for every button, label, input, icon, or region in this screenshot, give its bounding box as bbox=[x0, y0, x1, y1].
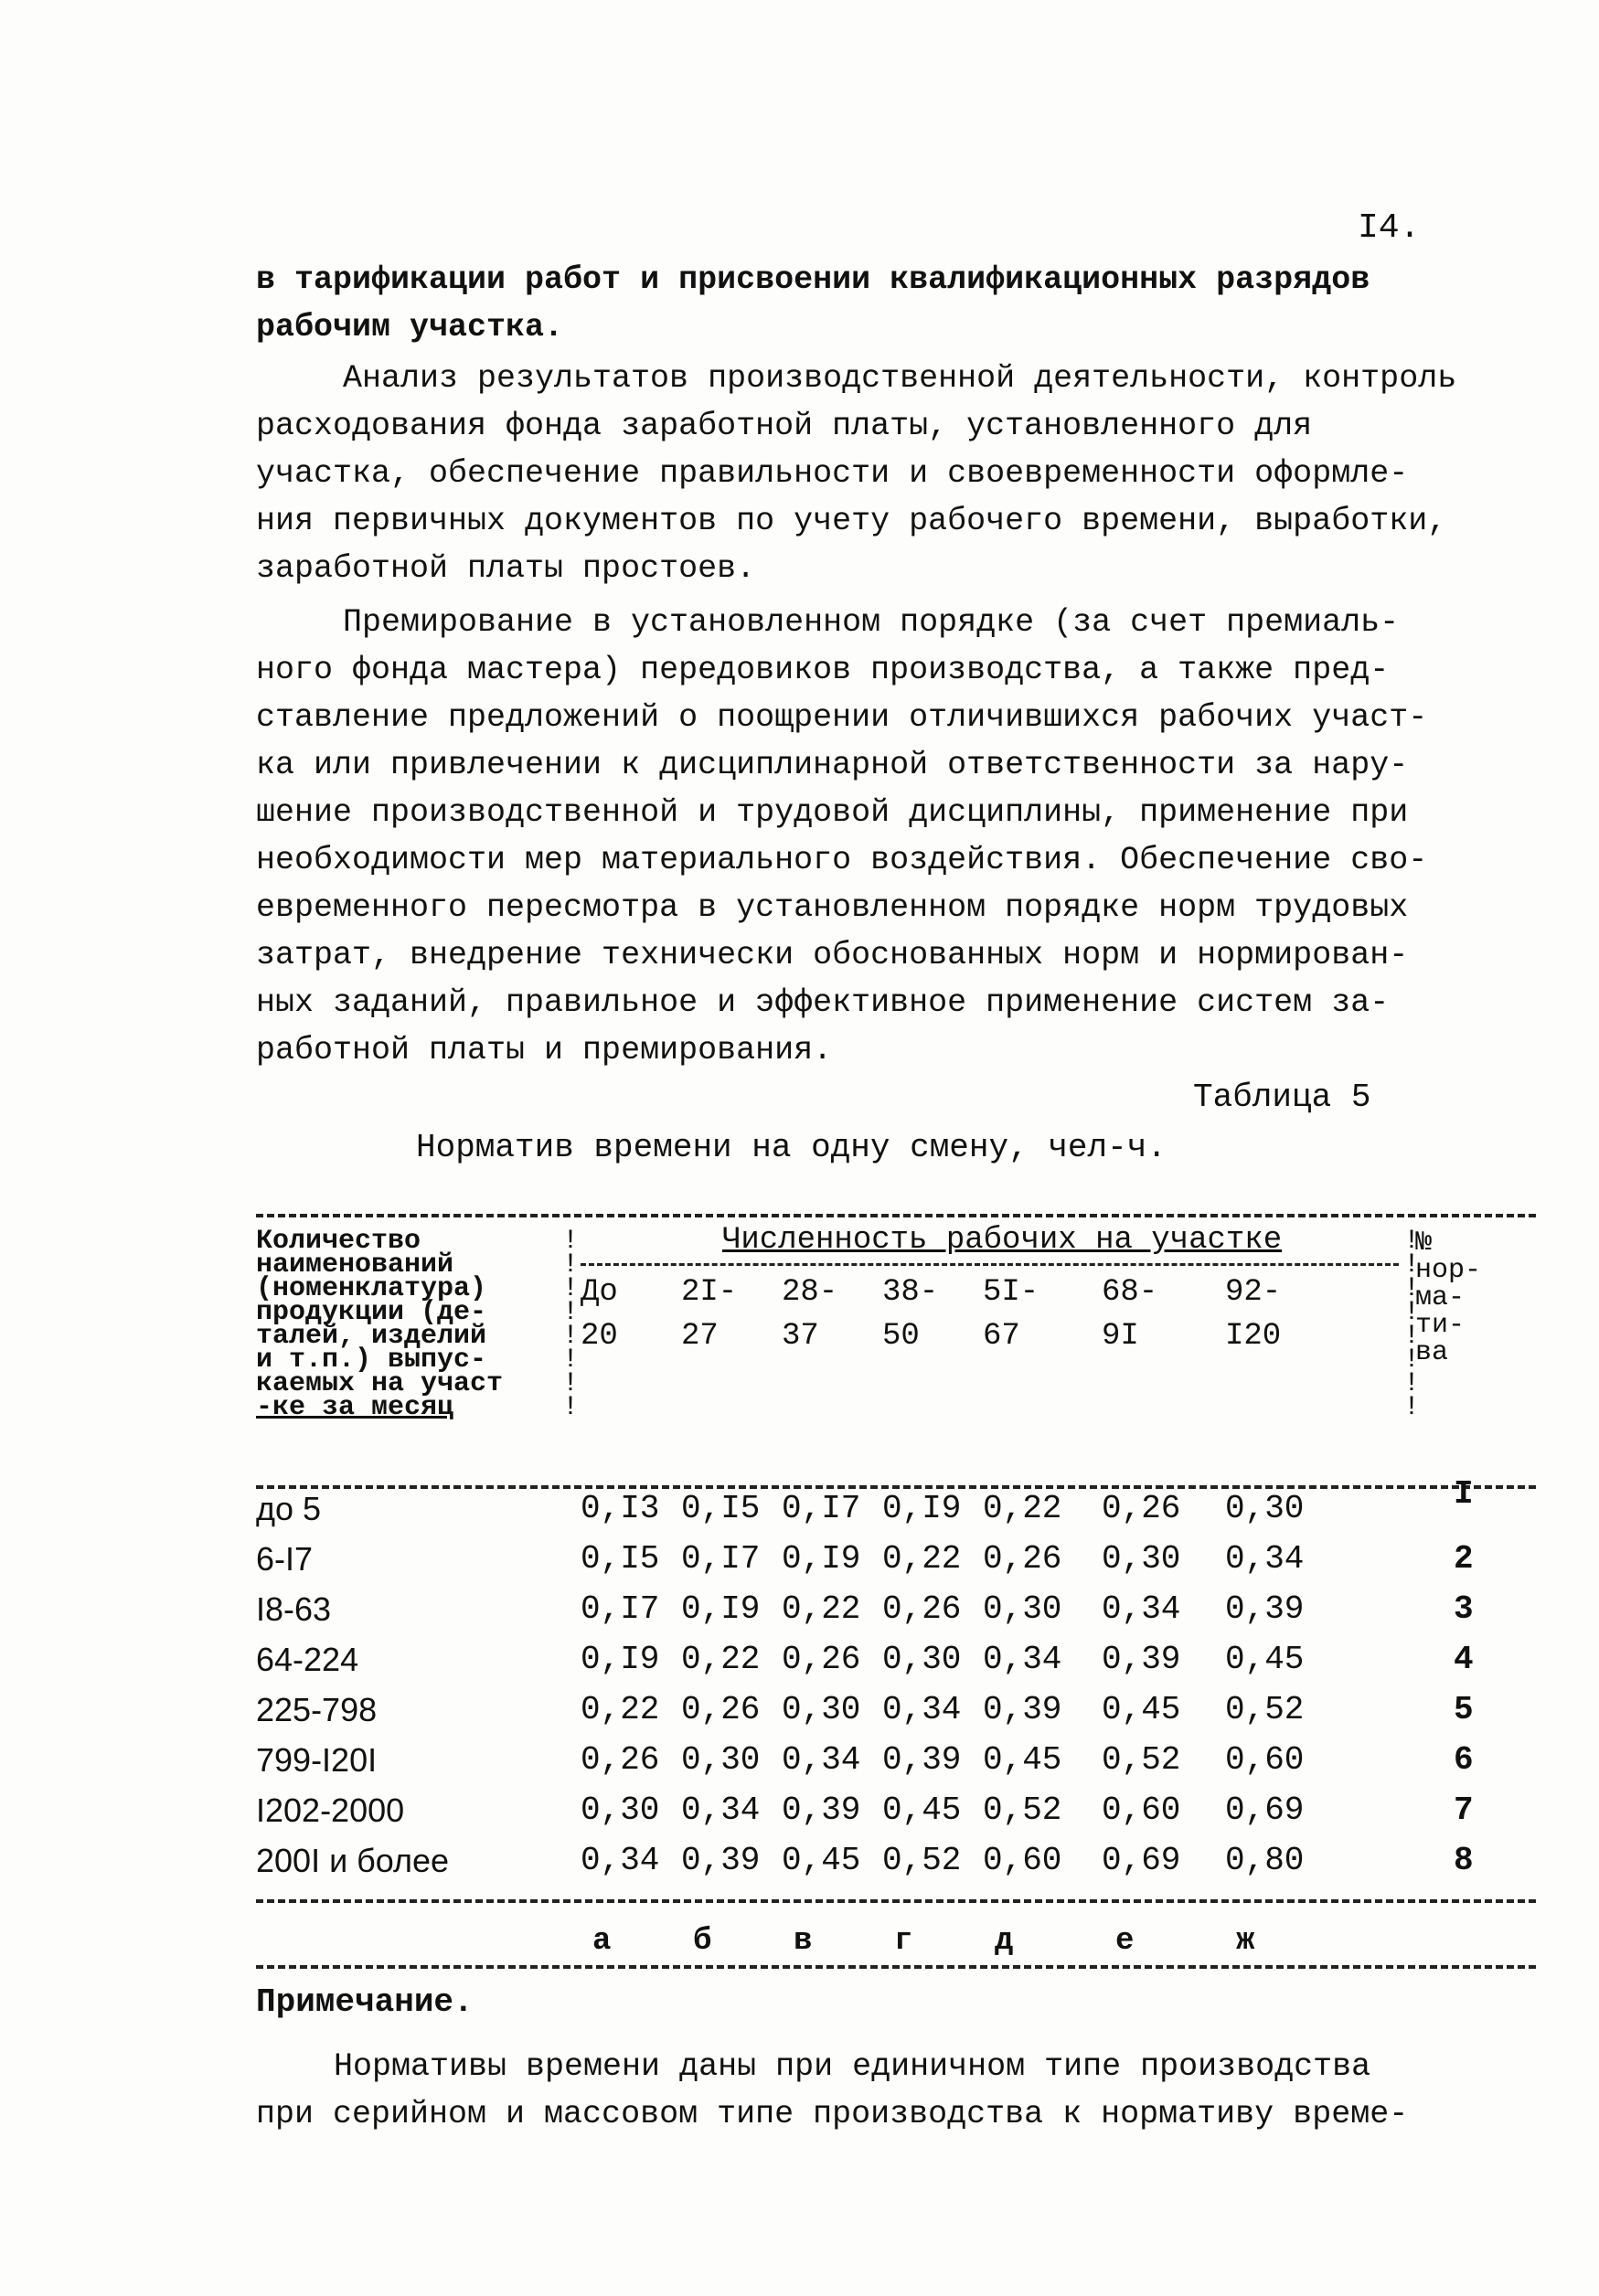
text-line: шение производственной и трудовой дисциплины, применение при bbox=[256, 794, 1409, 831]
column-header-bottom: 37 bbox=[782, 1319, 819, 1354]
column-header bbox=[782, 1270, 837, 1358]
table-row-header bbox=[256, 1226, 562, 1423]
row-label: I202-2000 bbox=[256, 1791, 405, 1829]
table-row bbox=[0, 1475, 1599, 1540]
table-cell: 0,80 bbox=[1225, 1842, 1305, 1879]
table-header-rule bbox=[256, 1485, 1536, 1489]
row-header-line: и т.п.) выпус- bbox=[256, 1345, 487, 1376]
text-line: затрат, внедрение технически обоснованных норм и нормирован- bbox=[256, 937, 1409, 973]
table-cell: 0,69 bbox=[1102, 1842, 1181, 1879]
text-line: в тарификации работ и присвоении квалификационных разрядов bbox=[256, 261, 1370, 298]
table-cell: 0,39 bbox=[983, 1691, 1062, 1728]
table-row bbox=[0, 1641, 1599, 1691]
table-cell: 0,22 bbox=[782, 1590, 861, 1628]
table-cell: 0,30 bbox=[882, 1641, 962, 1678]
column-header-top: 68- bbox=[1102, 1275, 1158, 1310]
table-row bbox=[0, 1691, 1599, 1741]
header-separator-right: ! ! ! ! ! ! ! ! bbox=[1403, 1226, 1421, 1423]
table-cell: 0,34 bbox=[681, 1791, 761, 1829]
column-letter: г bbox=[894, 1924, 913, 1959]
column-header-bottom: 27 bbox=[681, 1319, 719, 1354]
text-line: ка или привлечении к дисциплинарной ответственности за нару- bbox=[256, 747, 1409, 783]
row-label: 6-I7 bbox=[256, 1540, 314, 1578]
row-label: до 5 bbox=[256, 1490, 322, 1527]
text-line: ния первичных документов по учету рабочего времени, выработки, bbox=[256, 503, 1447, 539]
note-text bbox=[256, 2043, 1536, 2138]
table-cell: 0,45 bbox=[983, 1741, 1062, 1779]
column-header bbox=[681, 1270, 737, 1358]
table-cell: 0,39 bbox=[782, 1791, 861, 1829]
row-index: 3 bbox=[1454, 1590, 1474, 1628]
column-header-top: 5I- bbox=[983, 1275, 1039, 1310]
table-cell: 0,26 bbox=[782, 1641, 861, 1678]
table-cell: 0,I5 bbox=[681, 1490, 761, 1527]
table-cell: 0,39 bbox=[1225, 1590, 1305, 1628]
row-header-line: наименований bbox=[256, 1249, 454, 1281]
table-row bbox=[0, 1842, 1599, 1892]
table-row bbox=[0, 1540, 1599, 1590]
table-row bbox=[0, 1741, 1599, 1791]
number-header-line: ва bbox=[1415, 1337, 1449, 1368]
row-index: 6 bbox=[1454, 1741, 1474, 1779]
table-cell: 0,30 bbox=[782, 1691, 861, 1728]
number-header-line: нор- bbox=[1415, 1255, 1482, 1286]
span-header-rule bbox=[581, 1263, 1399, 1266]
column-letter: б bbox=[693, 1924, 712, 1959]
table-cell: 0,I7 bbox=[782, 1490, 861, 1527]
paragraph-2 bbox=[256, 355, 1536, 592]
table-row bbox=[0, 1590, 1599, 1641]
text-line: ставление предложений о поощрении отличившихся рабочих участ- bbox=[256, 699, 1428, 736]
text-line: работной платы и премирования. bbox=[256, 1032, 833, 1068]
table-cell: 0,34 bbox=[1225, 1540, 1305, 1578]
table-cell: 0,52 bbox=[1225, 1691, 1305, 1728]
table-cell: 0,45 bbox=[882, 1791, 962, 1829]
table-cell: 0,I3 bbox=[581, 1490, 660, 1527]
text-line: при серийном и массовом типе производства к нормативу време- bbox=[256, 2096, 1409, 2132]
row-header-line: каемых на участ bbox=[256, 1368, 504, 1399]
table-cell: 0,34 bbox=[581, 1842, 660, 1879]
row-index: 8 bbox=[1454, 1842, 1474, 1879]
row-label: 64-224 bbox=[256, 1641, 359, 1678]
table-cell: 0,60 bbox=[1225, 1741, 1305, 1779]
text-line: Анализ результатов производственной деятельности, контроль bbox=[343, 360, 1457, 397]
row-label: 200I и более bbox=[256, 1842, 450, 1879]
text-line: евременного пересмотра в установленном порядке норм трудовых bbox=[256, 889, 1409, 926]
table-cell: 0,26 bbox=[882, 1590, 962, 1628]
table-bottom-rule bbox=[256, 1965, 1536, 1969]
table-cell: 0,34 bbox=[882, 1691, 962, 1728]
table-cell: 0,I9 bbox=[882, 1490, 962, 1527]
text-line: Премирование в установленном порядке (за счет премиаль- bbox=[343, 604, 1400, 641]
column-header-top: До bbox=[581, 1275, 618, 1310]
table-cell: 0,39 bbox=[1102, 1641, 1181, 1678]
column-header bbox=[882, 1270, 938, 1358]
column-header-bottom: I20 bbox=[1225, 1319, 1282, 1354]
table-cell: 0,45 bbox=[1225, 1641, 1305, 1678]
table-cell: 0,52 bbox=[983, 1791, 1062, 1829]
row-header-line: (номенклатура) bbox=[256, 1273, 487, 1304]
table-cell: 0,I7 bbox=[681, 1540, 761, 1578]
text-line: рабочим участка. bbox=[256, 309, 564, 345]
table-cell: 0,I5 bbox=[581, 1540, 660, 1578]
table-cell: 0,22 bbox=[882, 1540, 962, 1578]
column-header bbox=[581, 1270, 618, 1358]
column-letter: д bbox=[995, 1924, 1014, 1959]
table-cell: 0,39 bbox=[882, 1741, 962, 1779]
table-cell: 0,I9 bbox=[782, 1540, 861, 1578]
column-letter: е bbox=[1115, 1924, 1135, 1959]
page-number: I4. bbox=[1358, 208, 1421, 248]
table-cell: 0,26 bbox=[681, 1691, 761, 1728]
table-cell: 0,52 bbox=[1102, 1741, 1181, 1779]
table-top-rule bbox=[256, 1214, 1536, 1217]
column-header bbox=[1102, 1270, 1157, 1358]
text-line: расходования фонда заработной платы, установленного для bbox=[256, 408, 1313, 444]
row-header-line: Количество bbox=[256, 1226, 421, 1257]
table-body-rule bbox=[256, 1899, 1536, 1903]
table-cell: 0,30 bbox=[1102, 1540, 1181, 1578]
table-cell: 0,30 bbox=[681, 1741, 761, 1779]
column-header-top: 92- bbox=[1225, 1275, 1282, 1310]
column-letter: в bbox=[794, 1924, 813, 1959]
number-header-line: ти- bbox=[1415, 1310, 1466, 1341]
column-header-bottom: 20 bbox=[581, 1319, 618, 1354]
table-cell: 0,26 bbox=[1102, 1490, 1181, 1527]
table-cell: 0,I9 bbox=[581, 1641, 660, 1678]
table-cell: 0,52 bbox=[882, 1842, 962, 1879]
table-cell: 0,34 bbox=[1102, 1590, 1181, 1628]
row-index: 4 bbox=[1454, 1641, 1474, 1678]
text-line: Нормативы времени даны при единичном типе производства bbox=[334, 2048, 1371, 2085]
table-cell: 0,26 bbox=[581, 1741, 660, 1779]
text-line: необходимости мер материального воздействия. Обеспечение сво- bbox=[256, 842, 1428, 878]
table-cell: 0,45 bbox=[782, 1842, 861, 1879]
column-header-top: 38- bbox=[882, 1275, 939, 1310]
row-index: 2 bbox=[1454, 1540, 1474, 1578]
table-cell: 0,22 bbox=[983, 1490, 1062, 1527]
table-cell: 0,60 bbox=[1102, 1791, 1181, 1829]
column-header-top: 2I- bbox=[681, 1275, 738, 1310]
column-header bbox=[1225, 1270, 1281, 1358]
table-cell: 0,I7 bbox=[581, 1590, 660, 1628]
table-row bbox=[0, 1791, 1599, 1842]
table-cell: 0,22 bbox=[681, 1641, 761, 1678]
paragraph-3 bbox=[256, 599, 1536, 1074]
table-cell: 0,30 bbox=[581, 1791, 660, 1829]
column-letter: а bbox=[592, 1924, 612, 1959]
span-header: Численность рабочих на участке bbox=[722, 1223, 1283, 1258]
number-header-line: № bbox=[1415, 1228, 1433, 1259]
table-cell: 0,45 bbox=[1102, 1691, 1181, 1728]
text-line: участка, обеспечение правильности и своевременности оформле- bbox=[256, 455, 1409, 492]
paragraph-1 bbox=[256, 256, 1536, 351]
row-index: 5 bbox=[1454, 1691, 1474, 1728]
row-index: 7 bbox=[1454, 1791, 1474, 1829]
column-header-bottom: 9I bbox=[1102, 1319, 1139, 1354]
row-label: 225-798 bbox=[256, 1691, 378, 1728]
table-cell: 0,22 bbox=[581, 1691, 660, 1728]
column-header-bottom: 67 bbox=[983, 1319, 1020, 1354]
text-line: ных заданий, правильное и эффективное применение систем за- bbox=[256, 984, 1390, 1021]
column-header-bottom: 50 bbox=[882, 1319, 920, 1354]
table-cell: 0,I9 bbox=[681, 1590, 761, 1628]
table-title: Норматив времени на одну смену, чел-ч. bbox=[416, 1129, 1167, 1166]
row-header-line: продукции (де- bbox=[256, 1297, 487, 1328]
table-cell: 0,34 bbox=[782, 1741, 861, 1779]
header-separator-left: ! ! ! ! ! ! ! ! bbox=[562, 1226, 580, 1423]
table-cell: 0,69 bbox=[1225, 1791, 1305, 1829]
table-cell: 0,30 bbox=[1225, 1490, 1305, 1527]
row-label: I8-63 bbox=[256, 1590, 332, 1628]
number-header-line: ма- bbox=[1415, 1282, 1466, 1313]
table-cell: 0,30 bbox=[983, 1590, 1062, 1628]
column-letter: ж bbox=[1236, 1924, 1255, 1959]
row-header-line: -ке за месяц bbox=[256, 1392, 454, 1423]
table-label: Таблица 5 bbox=[1193, 1079, 1371, 1116]
number-column-header bbox=[1415, 1229, 1481, 1366]
table-cell: 0,39 bbox=[681, 1842, 761, 1879]
column-header bbox=[983, 1270, 1039, 1358]
text-line: заработной платы простоев. bbox=[256, 550, 756, 587]
note-heading: Примечание. bbox=[256, 1983, 474, 2021]
table-cell: 0,34 bbox=[983, 1641, 1062, 1678]
column-header-top: 28- bbox=[782, 1275, 838, 1310]
table-cell: 0,26 bbox=[983, 1540, 1062, 1578]
table-cell: 0,60 bbox=[983, 1842, 1062, 1879]
text-line: ного фонда мастера) передовиков производства, а также пред- bbox=[256, 652, 1390, 688]
row-label: 799-I20I bbox=[256, 1741, 378, 1779]
row-header-line: талей, изделий bbox=[256, 1321, 487, 1352]
row-index: I bbox=[1454, 1475, 1474, 1513]
